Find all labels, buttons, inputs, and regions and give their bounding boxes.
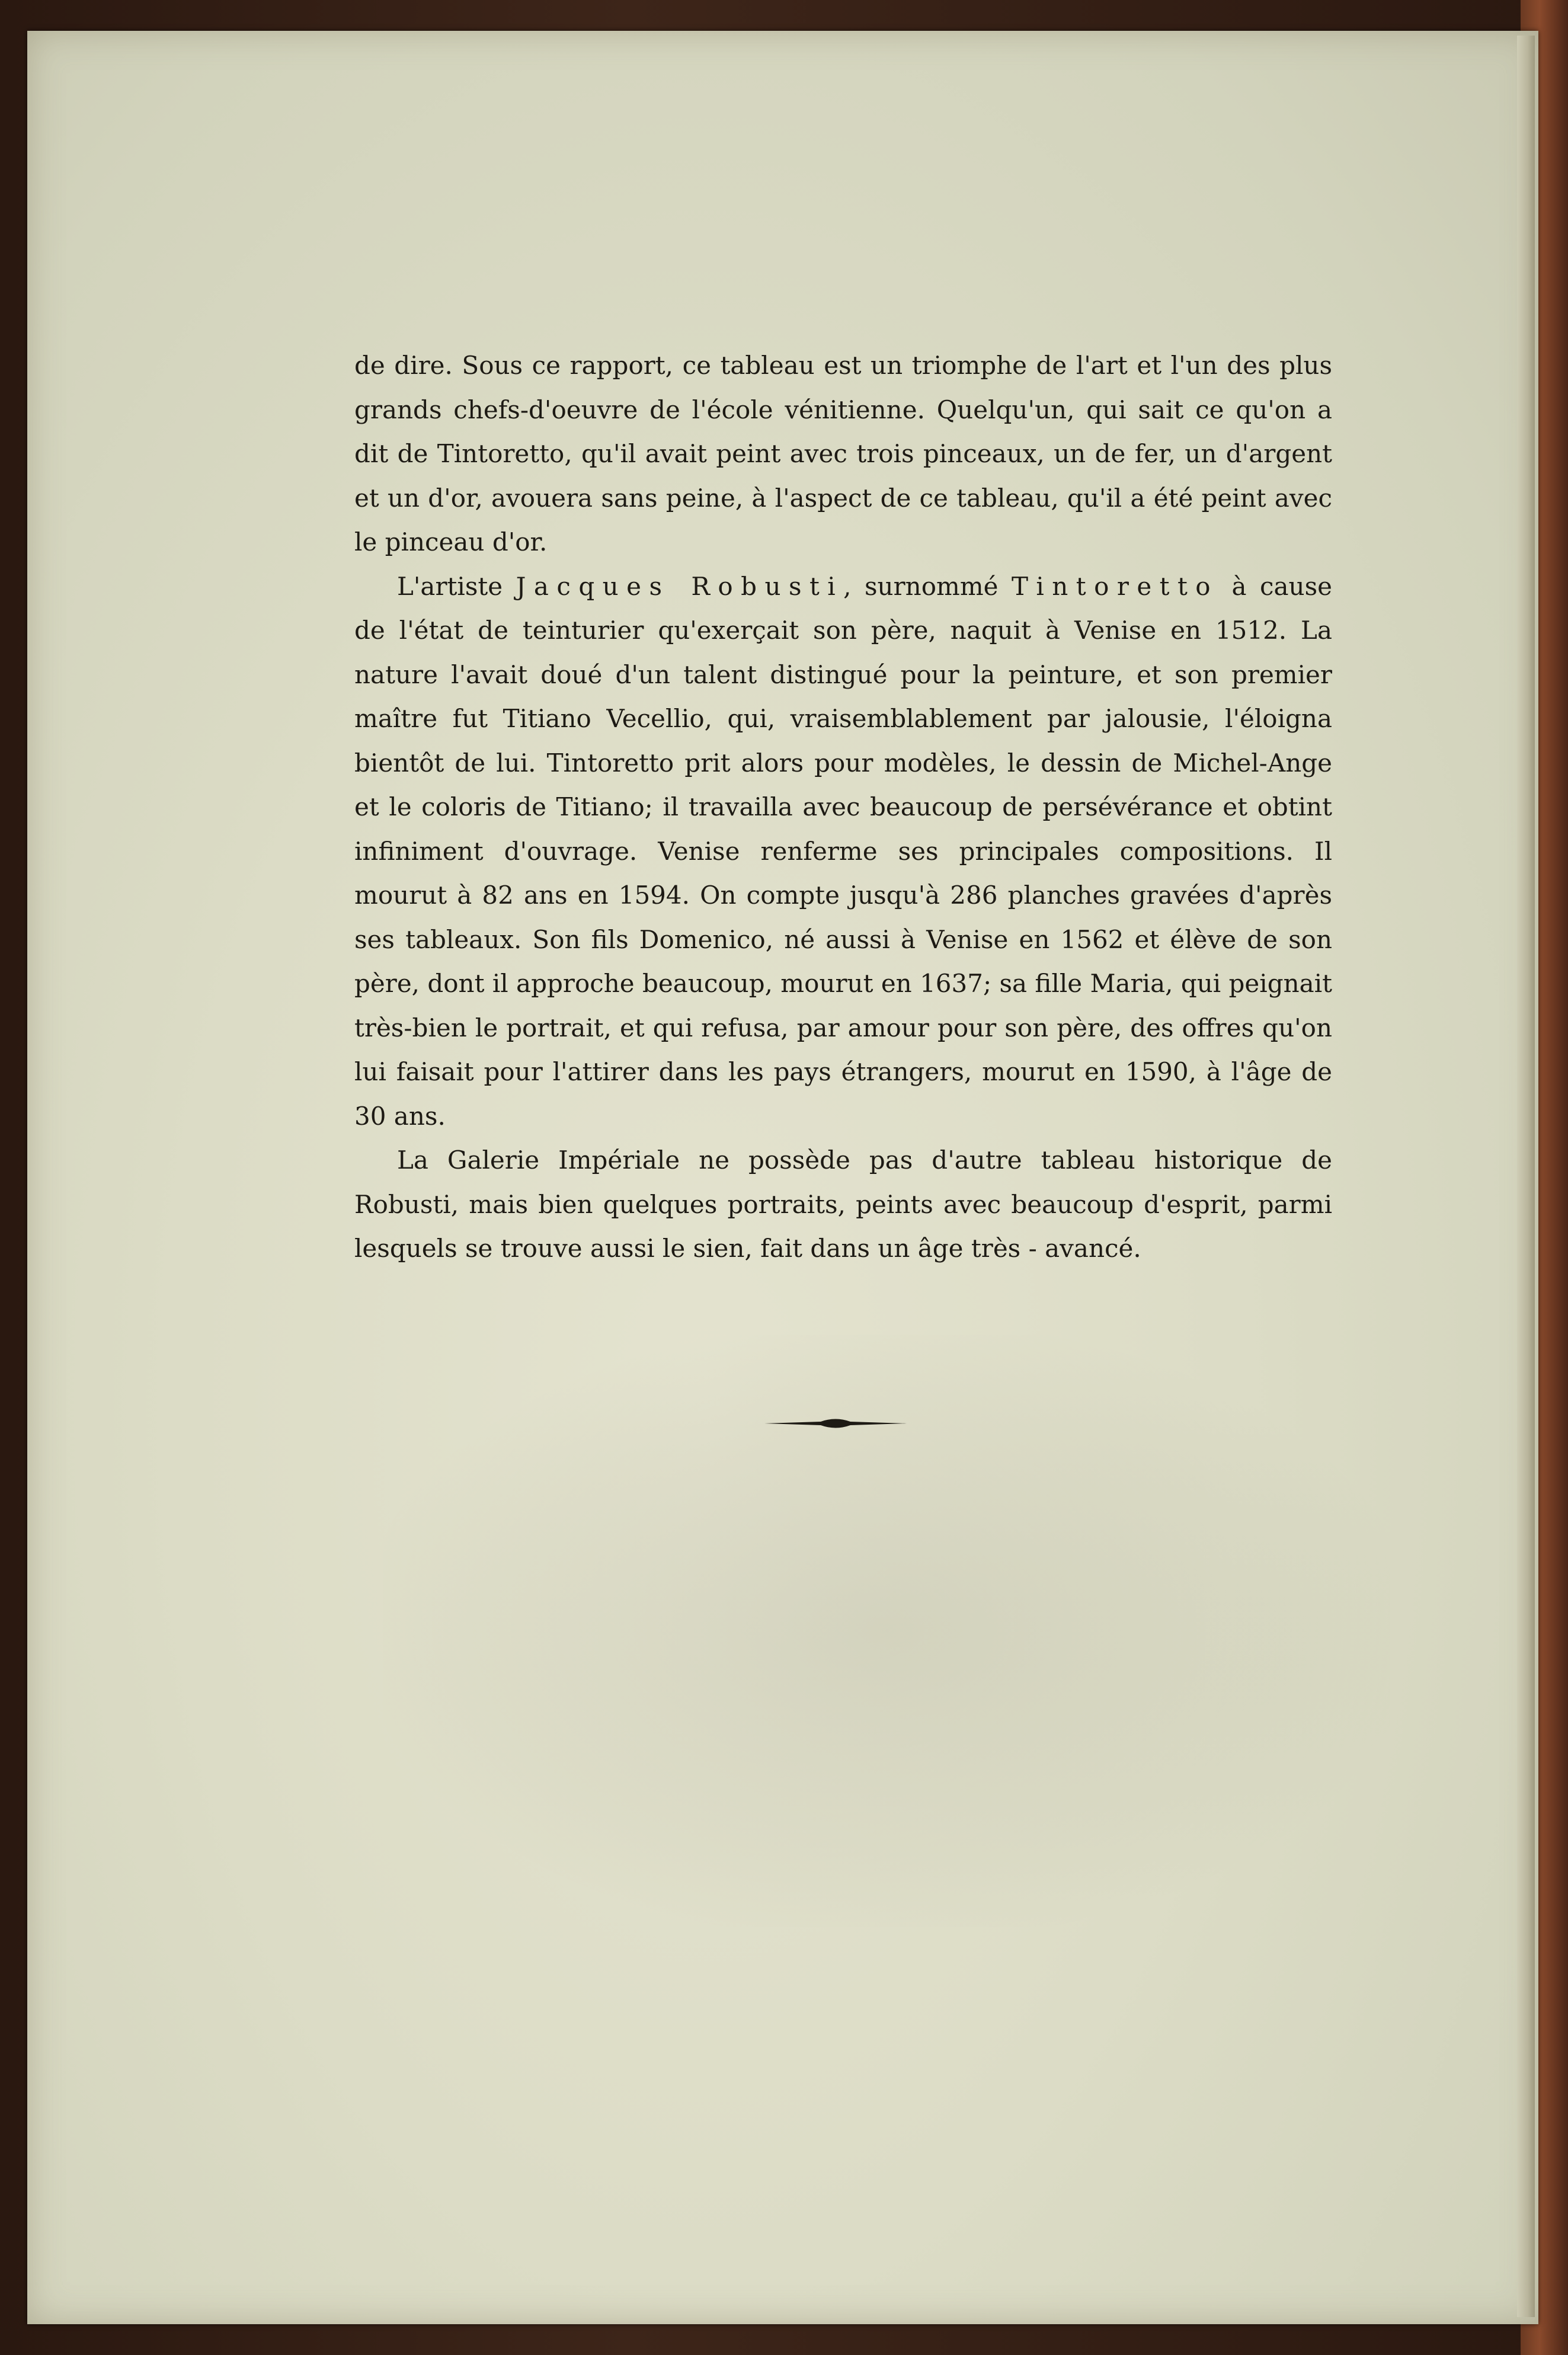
paragraph-2: [354, 565, 1332, 1139]
paragraph-1: [354, 344, 1332, 565]
paragraph-2-body: à cause de l'état de teinturier qu'exerçait son père, naquit à Venise en 1512. La nature l'avait doué d'un talent distingué pour la peinture, et son premier maître fut Titiano Vecellio, qui, vraisemblablement par jalousie, l'éloigna bientôt de lui. Tintoretto prit alors pour modèles, le dessin de Michel-Ange et le coloris de Titiano; il travailla avec beaucoup de persévérance et obtint infiniment d'ouvrage. Venise renferme ses principales compositions. Il mourut à 82 ans en 1594. On compte jusqu'à 286 planches gravées d'après ses tableaux. Son fils Domenico, né aussi à Venise en 1562 et élève de son père, dont il approche beaucoup, mourut en 1637; sa fille Maria, qui peignait très-bien le portrait, et qui refusa, par amour pour son père, des offres qu'on lui faisait pour l'attirer dans les pays étrangers, mourut en 1590, à l'âge de 30 ans.: [354, 571, 1333, 1131]
body-text: [354, 344, 1332, 1271]
paragraph-1-text: de dire. Sous ce rapport, ce tableau est un triomphe de l'art et l'un des plus grands chefs-d'oeuvre de l'école vénitienne. Quelqu'un, qui sait ce qu'on a dit de Tintoretto, qu'il avait peint avec trois pinceaux, un de fer, un d'argent et un d'or, avouera sans peine, à l'aspect de ce tableau, qu'il a été peint avec le pinceau d'or.: [354, 351, 1332, 556]
paragraph-3: [354, 1138, 1332, 1271]
paragraph-3-text: La Galerie Impériale ne possède pas d'autre tableau historique de Robusti, mais bien quelques portraits, peints avec beaucoup d'esprit, parmi lesquels se trouve aussi le sien, fait dans un âge très - avancé.: [354, 1145, 1332, 1263]
decorative-rule-ornament: [764, 1416, 907, 1431]
artist-nickname: Tintoretto: [1011, 571, 1219, 601]
artist-name: Jacques Robusti: [516, 571, 844, 601]
paragraph-2-surname-label: , surnommé: [843, 571, 1012, 601]
ornament-shape: [764, 1419, 907, 1428]
paragraph-2-intro: L'artiste: [397, 571, 516, 601]
page-edge-stack: [1517, 36, 1535, 2317]
